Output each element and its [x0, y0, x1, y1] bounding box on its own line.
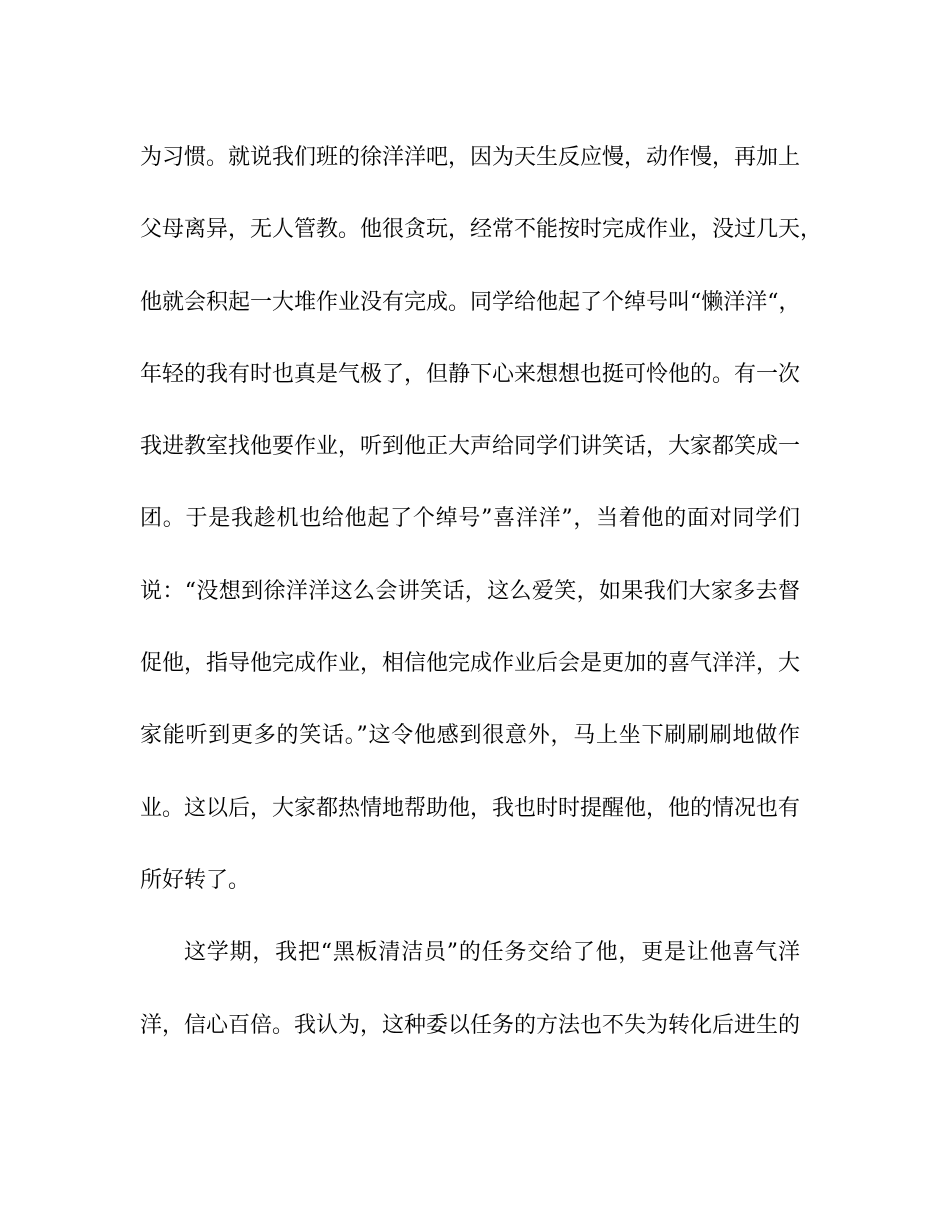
paragraph-start-line: 这学期，我把“黑板清洁员”的任务交给了他，更是让他喜气洋 — [184, 940, 800, 966]
text-line: 为习惯。就说我们班的徐洋洋吧，因为天生反应慢，动作慢，再加上 — [140, 145, 801, 170]
body-text — [140, 140, 823, 1080]
text-line: 父母离异，无人管教。他很贪玩，经常不能按时完成作业，没过几天， — [140, 217, 823, 243]
text-line: 他就会积起一大堆作业没有完成。同学给他起了个绰号叫“懒洋洋“， — [140, 289, 801, 315]
paragraph-end-line: 所好转了。 — [140, 867, 251, 893]
text-line: 年轻的我有时也真是气极了，但静下心来想想也挺可怜他的。有一次 — [140, 361, 801, 387]
text-line: 说：“没想到徐洋洋这么会讲笑话，这么爱笑，如果我们大家多去督 — [140, 578, 800, 604]
text-line: 我进教室找他要作业，听到他正大声给同学们讲笑话，大家都笑成一 — [140, 434, 801, 460]
text-line: 促他，指导他完成作业，相信他完成作业后会是更加的喜气洋洋，大 — [140, 651, 801, 677]
text-line: 业。这以后，大家都热情地帮助他，我也时时提醒他，他的情况也有 — [140, 795, 801, 821]
text-line: 洋，信心百倍。我认为，这种委以任务的方法也不失为转化后进生的 — [140, 1012, 801, 1038]
text-line: 团。于是我趁机也给他起了个绰号”喜洋洋”，当着他的面对同学们 — [140, 506, 800, 532]
text-line: 家能听到更多的笑话。”这令他感到很意外，马上坐下刷刷刷地做作 — [140, 723, 800, 749]
